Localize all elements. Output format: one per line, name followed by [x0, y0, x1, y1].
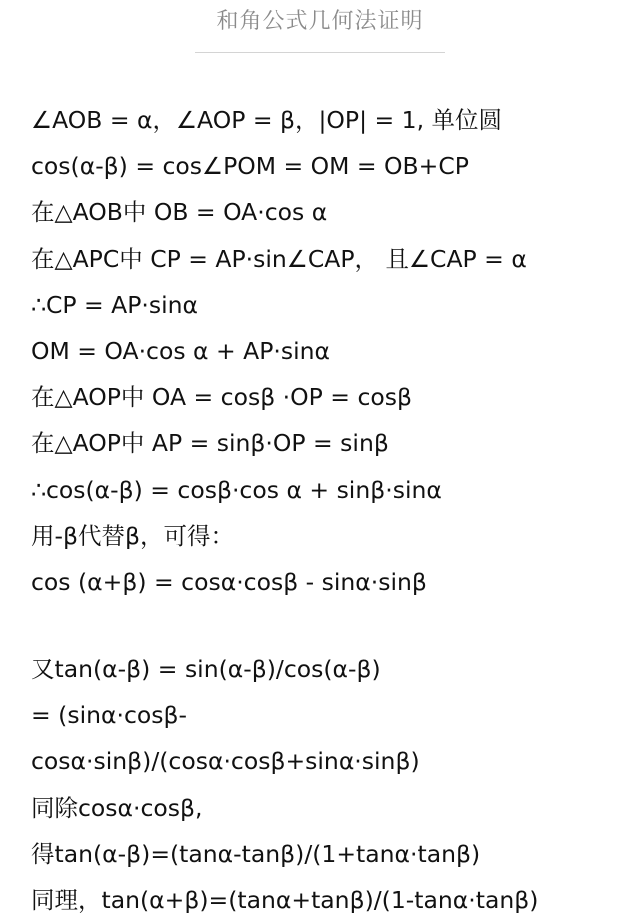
proof-line: cos(α-β) = cos∠POM = OM = OB+CP [31, 152, 469, 181]
proof-line: 同除cosα·cosβ, [31, 793, 203, 822]
proof-line: = (sinα·cosβ- [31, 701, 187, 730]
proof-line: 得tan(α-β)=(tanα-tanβ)/(1+tanα·tanβ) [31, 839, 481, 868]
page-title: 和角公式几何法证明 [216, 9, 424, 34]
proof-line: ∴cos(α-β) = cosβ·cos α + sinβ·sinα [31, 475, 442, 504]
proof-line: cosα·sinβ)/(cosα·cosβ+sinα·sinβ) [31, 747, 420, 776]
proof-line: 在△AOP中 OA = cosβ ·OP = cosβ [31, 383, 412, 412]
title-divider [195, 52, 445, 53]
proof-line: 同理，tan(α+β)=(tanα+tanβ)/(1-tanα·tanβ) [31, 886, 539, 914]
proof-line: 在△AOP中 AP = sinβ·OP = sinβ [31, 429, 389, 458]
proof-line: 在△AOB中 OB = OA·cos α [31, 198, 328, 227]
proof-line: 用-β代替β，可得： [31, 521, 234, 550]
proof-line: cos (α+β) = cosα·cosβ - sinα·sinβ [31, 567, 427, 596]
proof-line: OM = OA·cos α + AP·sinα [31, 336, 331, 365]
proof-line: ∠AOB = α，∠AOP = β，|OP| = 1, 单位圆 [31, 106, 503, 134]
proof-line: ∴CP = AP·sinα [31, 290, 199, 319]
proof-body [31, 97, 631, 923]
proof-line: 在△APC中 CP = AP·sin∠CAP， 且∠CAP = α [31, 244, 527, 273]
blank-line [31, 605, 631, 646]
proof-line: 又tan(α-β) = sin(α-β)/cos(α-β) [31, 655, 381, 684]
